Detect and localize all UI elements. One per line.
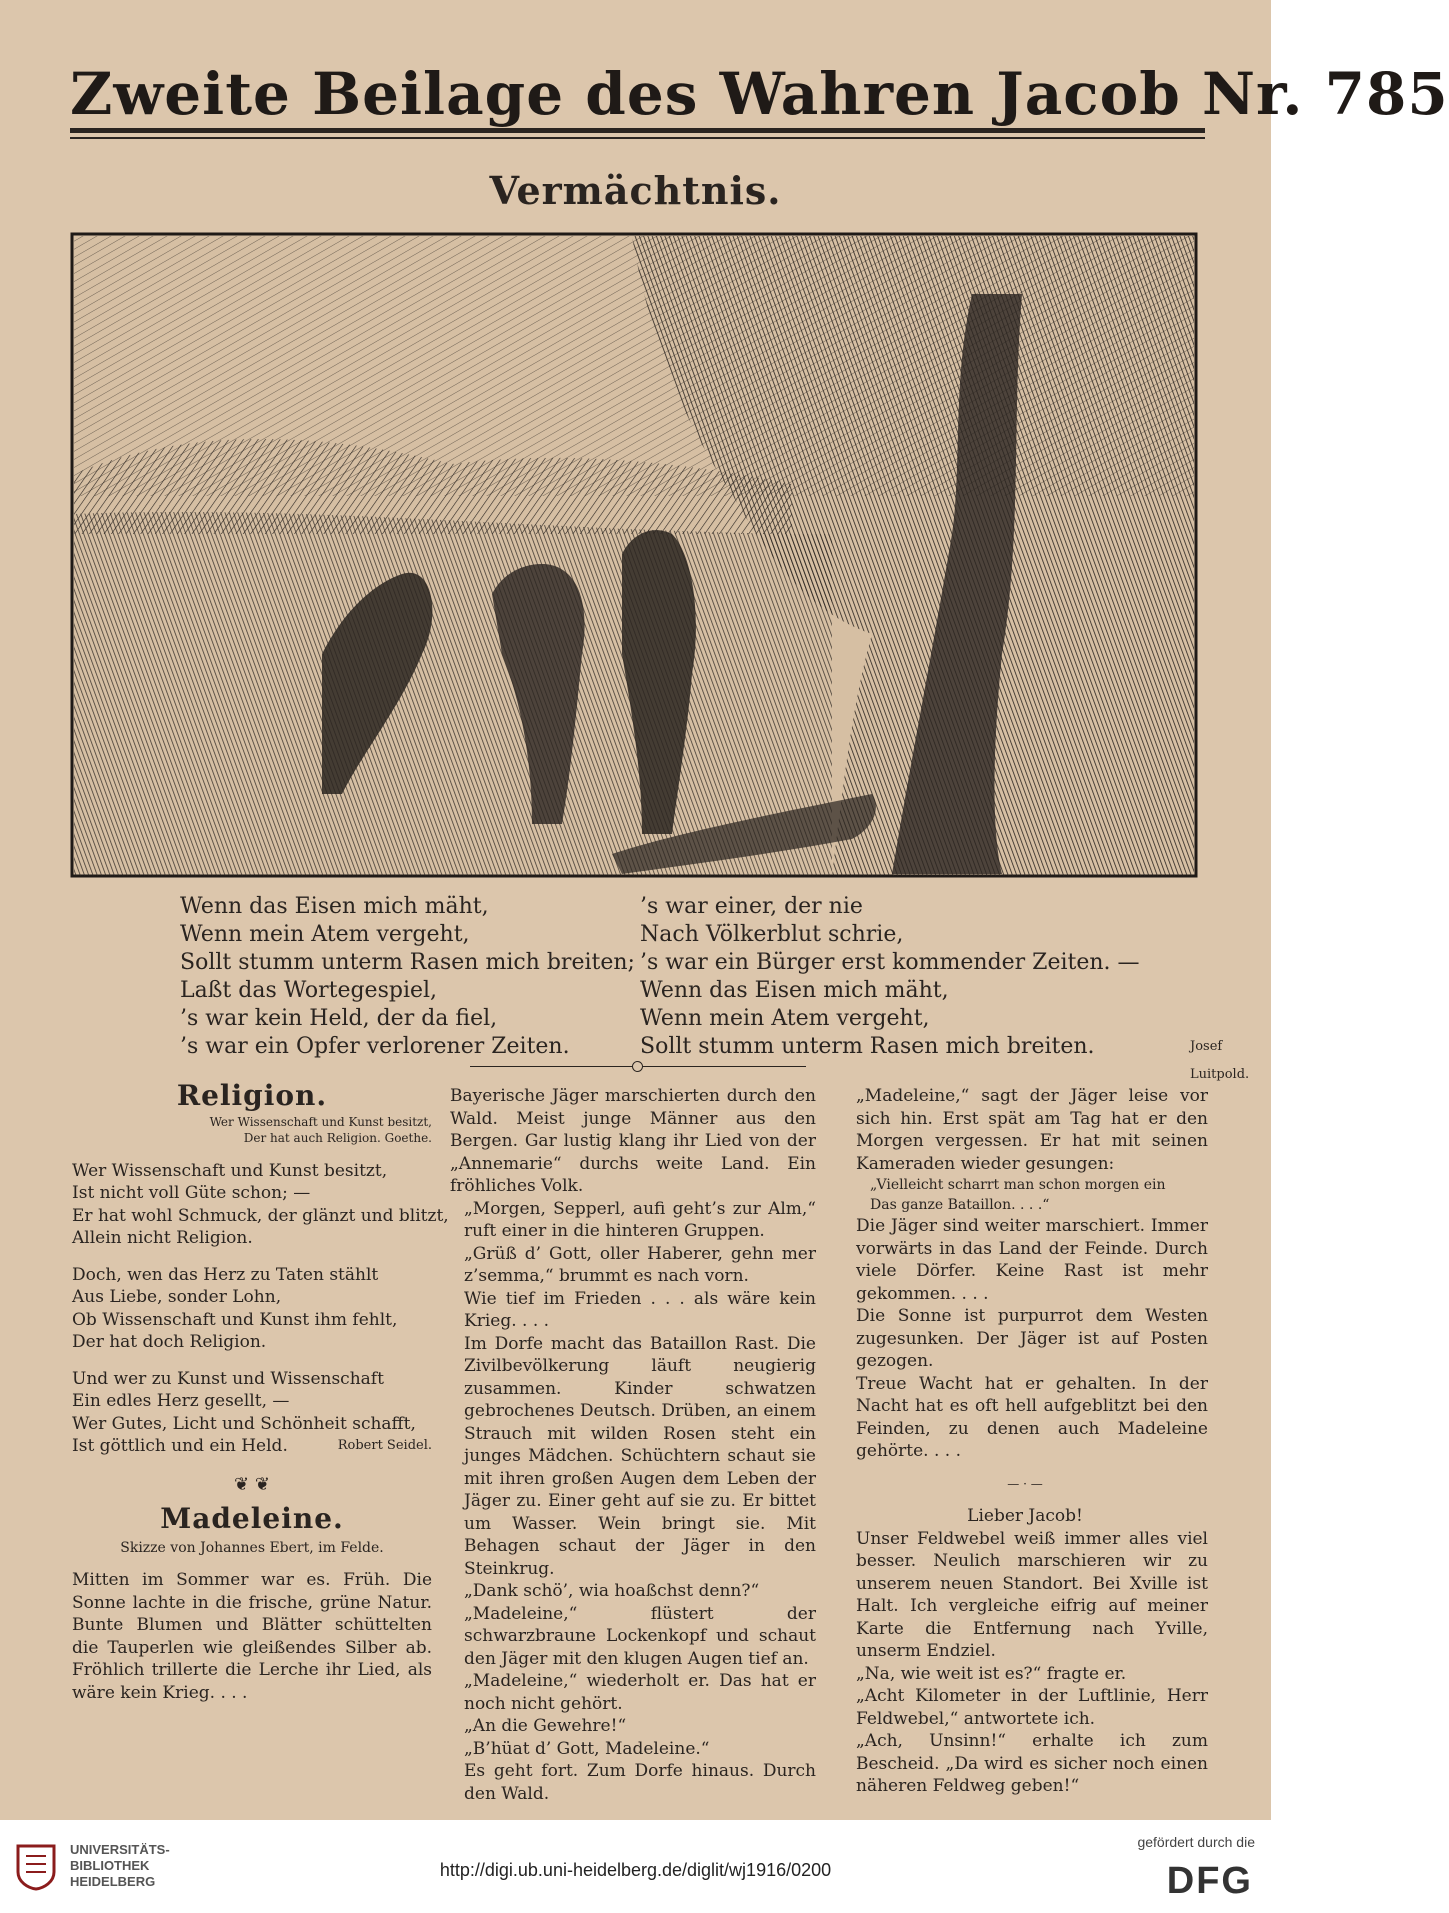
dfg-logo: DFG <box>1166 1860 1253 1902</box>
verse-line: Ob Wissenschaft und Kunst ihm fehlt, <box>72 1309 398 1330</box>
madeleine-paragraph: Mitten im Sommer war es. Früh. Die Sonne lachte in die frische, grüne Natur. Bunte Blumen und Blätter schüttelten die Tauperlen wie gleißendes Silber ab. Fröhlich trillerte die Lerche ihr Lied, als wäre kein Krieg. . . . <box>72 1570 432 1703</box>
poem-line: Sollt stumm unterm Rasen mich breiten. <box>640 1034 1095 1059</box>
madeleine-paragraph: Bayerische Jäger marschierten durch den Wald. Meist junge Männer aus den Bergen. Gar lustig klang ihr Lied von der „Annemarie“ durchs weite Land. Ein fröhliches Volk. <box>450 1086 816 1196</box>
verse-line: Doch, wen das Herz zu Taten stählt <box>72 1264 379 1285</box>
column-3 <box>842 1085 1208 1798</box>
poem-line: Wenn mein Atem vergeht, <box>180 922 470 947</box>
madeleine-byline: Skizze von Johannes Ebert, im Felde. <box>120 1539 384 1556</box>
letter-paragraph: Unser Feldwebel weiß immer alles viel besser. Neulich marschieren wir zu unserem neuen Standort. Bei Xville ist Halt. Ich vergleiche eifrig auf meiner Karte die Entfernung nach Yville, unserm Endziel. <box>856 1528 1208 1661</box>
song-line: Das ganze Bataillon. . . .“ <box>870 1197 1050 1213</box>
ornament: ❦ ❦ <box>234 1473 270 1495</box>
madeleine-paragraph: Treue Wacht hat er gehalten. In der Nacht hat es oft hell aufgeblitzt bei den Feinden, zu denen auch Madeleine gehörte. . . . <box>856 1373 1208 1461</box>
poem-left-column <box>180 893 635 1061</box>
column-2 <box>450 1085 816 1805</box>
religion-motto-line: Wer Wissenschaft und Kunst besitzt, <box>209 1114 432 1129</box>
letter-paragraph: „Acht Kilometer in der Luftlinie, Herr Feldwebel,“ antwortete ich. <box>856 1686 1208 1729</box>
madeleine-paragraph: „Madeleine,“ wiederholt er. Das hat er noch nicht gehört. <box>464 1671 816 1714</box>
madeleine-paragraph: „Dank schö’, wia hoaßchst denn?“ <box>464 1581 760 1601</box>
woodcut-illustration <box>72 234 1196 876</box>
poem-line: Nach Völkerblut schrie, <box>640 922 904 947</box>
madeleine-paragraph: Es geht fort. Zum Dorfe hinaus. Durch den Wald. <box>464 1761 816 1804</box>
poem-line: ’s war kein Held, der da fiel, <box>180 1006 498 1031</box>
verse-line: Ein edles Herz gesellt, — <box>72 1391 290 1411</box>
column-1 <box>72 1079 449 1704</box>
madeleine-paragraph: „B’hüat d’ Gott, Madeleine.“ <box>464 1738 710 1759</box>
madeleine-title: Madeleine. <box>160 1502 344 1535</box>
madeleine-paragraph: „Madeleine,“ flüstert der schwarzbraune Lockenkopf und schaut den Jäger mit den klugen Augen tief an. <box>464 1603 816 1669</box>
verse-text: Ist göttlich und ein Held. <box>72 1436 288 1456</box>
poem-line: ’s war ein Bürger erst kommender Zeiten. — <box>640 950 1140 975</box>
verse-line: Und wer zu Kunst und Wissenschaft <box>72 1368 384 1389</box>
divider-ornament <box>632 1061 643 1072</box>
religion-author: Robert Seidel. <box>337 1438 432 1453</box>
madeleine-paragraph: „An die Gewehre!“ <box>464 1716 627 1736</box>
madeleine-paragraph: „Morgen, Sepperl, aufi geht’s zur Alm,“ ruft einer in die hinteren Gruppen. <box>464 1198 816 1241</box>
madeleine-paragraph: „Madeleine,“ sagt der Jäger leise vor sich hin. Erst spät am Tag hat er den Morgen vergessen. Er hat mit seinen Kameraden wieder gesungen: <box>856 1086 1208 1174</box>
religion-stanza-1 <box>72 1160 449 1250</box>
verse-line: Wer Gutes, Licht und Schönheit schafft, <box>72 1413 416 1434</box>
religion-title: Religion. <box>176 1079 328 1112</box>
verse-line: Ist nicht voll Güte schon; — <box>72 1183 311 1203</box>
masthead-title: Zweite Beilage des Wahren Jacob Nr. 785 <box>70 60 1449 128</box>
university-line: BIBLIOTHEK <box>70 1858 150 1873</box>
religion-stanza-2 <box>72 1264 432 1354</box>
letter-paragraph: „Na, wie weit ist es?“ fragte er. <box>856 1663 1127 1684</box>
verse-line: Wer Wissenschaft und Kunst besitzt, <box>72 1160 388 1181</box>
verse-line: Er hat wohl Schmuck, der glänzt und blitzt, <box>72 1205 449 1226</box>
verse-line: Aus Liebe, sonder Lohn, <box>72 1287 282 1307</box>
university-line: UNIVERSITÄTS- <box>70 1842 170 1857</box>
source-url-link[interactable]: http://digi.ub.uni-heidelberg.de/diglit/wj1916/0200 <box>439 1860 832 1880</box>
poem-line: Wenn mein Atem vergeht, <box>640 1006 930 1031</box>
letter-salutation: Lieber Jacob! <box>967 1506 1083 1526</box>
poem-line: Sollt stumm unterm Rasen mich breiten; <box>180 950 635 975</box>
poem-line: ’s war ein Opfer verlorener Zeiten. <box>180 1034 570 1059</box>
poem-author: Josef Luitpold. <box>1190 1039 1250 1082</box>
poem-right-column <box>640 893 1140 1061</box>
poem-title: Vermächtnis. <box>489 168 782 213</box>
verse-line: Der hat doch Religion. <box>72 1332 267 1352</box>
poem-line: Wenn das Eisen mich mäht, <box>180 894 489 919</box>
madeleine-paragraph: Die Jäger sind weiter marschiert. Immer vorwärts in das Land der Feinde. Durch viele Dörfer. Keine Rast ist mehr gekommen. . . . <box>856 1216 1208 1304</box>
verse-line <box>72 1435 432 1458</box>
religion-stanza-3 <box>72 1368 432 1458</box>
song-line: „Vielleicht scharrt man schon morgen ein <box>870 1177 1166 1193</box>
section-separator: — · — <box>1007 1476 1043 1491</box>
poem-line: ’s war einer, der nie <box>640 894 863 919</box>
letter-paragraph: „Ach, Unsinn!“ erhalte ich zum Bescheid. „Da wird es sicher noch einen näheren Feldweg geben!“ <box>856 1731 1208 1796</box>
masthead-rule-thick <box>70 128 1205 133</box>
university-line: HEIDELBERG <box>70 1874 156 1889</box>
masthead-rule-thin <box>70 137 1205 139</box>
poem-line: Wenn das Eisen mich mäht, <box>640 978 949 1003</box>
madeleine-paragraph: Die Sonne ist purpurrot dem Westen zugesunken. Der Jäger ist auf Posten gezogen. <box>856 1306 1208 1371</box>
sponsor-text: gefördert durch die <box>1137 1834 1255 1850</box>
madeleine-paragraph: Wie tief im Frieden . . . als wäre kein Krieg. . . . <box>464 1288 816 1331</box>
religion-motto-line: Der hat auch Religion. Goethe. <box>243 1130 432 1145</box>
madeleine-paragraph: Im Dorfe macht das Bataillon Rast. Die Zivilbevölkerung läuft neugierig zusammen. Kinder schwatzen gebrochenes Deutsch. Drüben, an einem Strauch mit wilden Rosen steht ein junges Mädchen. Schüchtern schaut sie mit ihren großen Augen dem Leben der Jäger zu. Einer geht auf sie zu. Er bittet um Wasser. Wein bringt sie. Mit Behagen schaut der Jäger in den Steinkrug. <box>464 1333 816 1579</box>
verse-line: Allein nicht Religion. <box>72 1228 253 1248</box>
madeleine-paragraph: „Grüß d’ Gott, oller Haberer, gehn mer z’semma,“ brummt es nach vorn. <box>464 1243 816 1286</box>
digitization-footer <box>0 1820 1271 1913</box>
song-quote <box>842 1175 1208 1215</box>
poem-line: Laßt das Wortegespiel, <box>180 978 438 1003</box>
field-ground <box>74 512 832 876</box>
